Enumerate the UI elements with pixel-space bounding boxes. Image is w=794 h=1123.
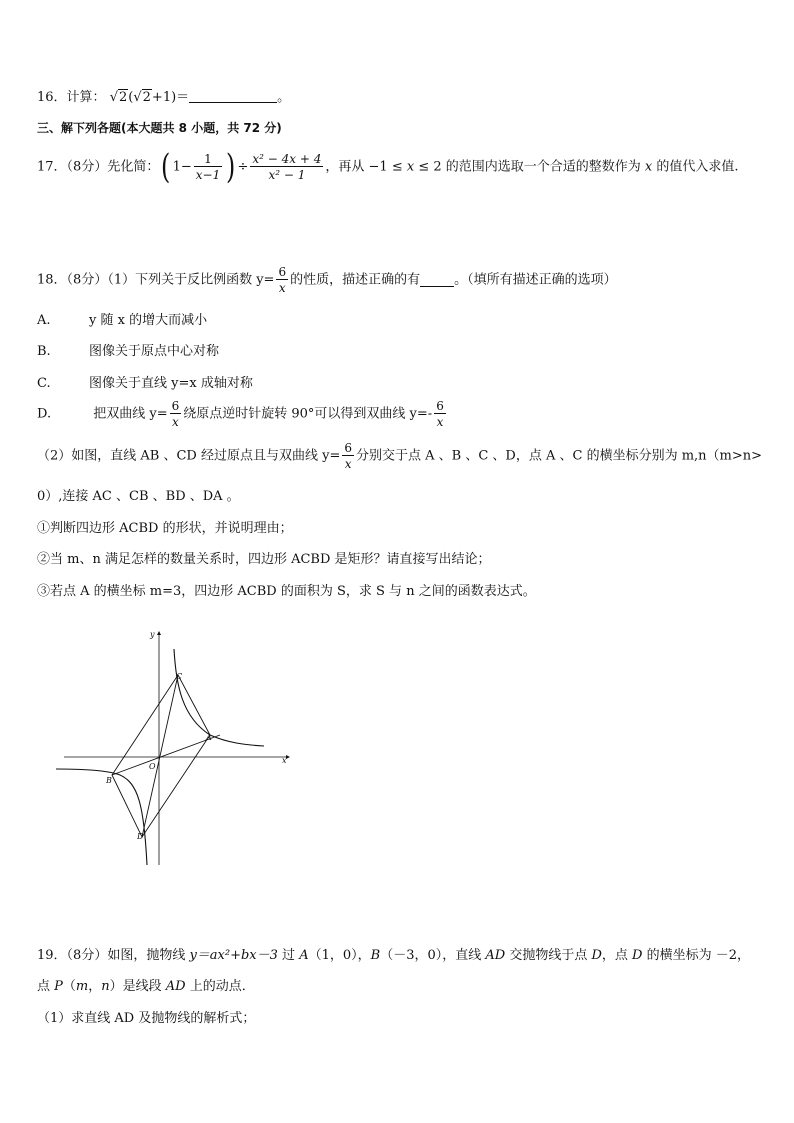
q18-part2-line2: 0）,连接 AC 、CB 、BD 、DA 。 — [37, 489, 240, 504]
line-cd — [142, 675, 178, 837]
section-title: 三、解下列各题(本大题共 8 小题，共 72 分) — [37, 121, 282, 135]
q18-part2-line1: （2）如图，直线 AB 、CD 经过原点且与双曲线 y= $\frac{6}{x}$ 分别交于点 A 、B 、C 、D，点 A 、C 的横坐标分别为 m,n（m>n> — [37, 441, 763, 471]
q17-number: 17．（8分）先化简： — [37, 159, 160, 175]
option-a: A. y 随 x 的增大而减小 — [37, 313, 208, 328]
q16-line: 16．计算： √2(√2+1)＝ 。 — [37, 90, 291, 105]
sqrt-symbol: √2 — [109, 90, 128, 105]
y-axis-arrow — [157, 631, 161, 635]
hyperbola-branch-right — [174, 649, 264, 746]
q16-answer-blank[interactable] — [189, 90, 277, 103]
option-c: C. 图像关于直线 y=x 成轴对称 — [37, 376, 253, 391]
q18-number: 18．（8分）（1）下列关于反比例函数 y= — [37, 272, 275, 288]
option-d-fraction-1: $\frac{6}{x}$ — [171, 399, 180, 429]
q19-line2: 点 P（m，n）是线段 AD 上的动点． — [37, 979, 255, 994]
q18-part2-fraction: $\frac{6}{x}$ — [344, 441, 352, 471]
hyperbola-figure — [50, 625, 300, 870]
q18-sub3: ③若点 A 的横坐标 m=3，四边形 ACBD 的面积为 S，求 S 与 n 之间的函数表达式。 — [37, 584, 536, 599]
q18-sub2: ②当 m、n 满足怎样的数量关系时，四边形 ACBD 是矩形？请直接写出结论； — [37, 552, 491, 567]
label-d: D — [137, 832, 144, 841]
label-x: x — [282, 756, 287, 765]
quadrilateral-acbd — [112, 675, 210, 837]
q17-fraction-2: $\frac{\text{x² − 4x + 4}}{\text{x² − 1}}$ — [252, 152, 322, 182]
label-c: C — [176, 672, 183, 681]
line-ab — [112, 735, 220, 775]
q17-fraction-1: $\frac{1}{x-1}$ — [195, 152, 221, 182]
hyperbola-branch-left — [56, 769, 147, 865]
x-axis-arrow — [286, 755, 290, 759]
label-y: y — [150, 630, 155, 639]
sqrt-symbol-2: √2 — [133, 90, 151, 105]
option-b: B. 图像关于原点中心对称 — [37, 344, 220, 359]
label-b: B — [106, 776, 112, 785]
option-d: D. 把双曲线 y= $\frac{6}{x}$ 绕原点逆时针旋转 90°可以得到双曲线 y=- $\frac{6}{x}$ — [37, 399, 444, 429]
q18-fraction: $\frac{6}{x}$ — [278, 265, 287, 295]
label-o: O — [149, 762, 156, 771]
q18-sub1: ①判断四边形 ACBD 的形状，并说明理由； — [37, 521, 293, 536]
q18-line: 18．（8分）（1）下列关于反比例函数 y= $\frac{6}{x}$ 的性质，描述正确的有 。（填所有描述正确的选项） — [37, 265, 617, 295]
label-a: A — [206, 733, 212, 742]
option-d-fraction-2: $\frac{6}{x}$ — [436, 399, 444, 429]
q16-number: 16．计算： — [37, 90, 106, 105]
q19-line1: 19．（8分）如图，抛物线 y＝ax²+bx－3 过 A（1，0），B（－3，0），直线 AD 交抛物线于点 D，点 D 的横坐标为 －2， — [37, 948, 751, 963]
q17-line: 17．（8分）先化简：( 1− $\frac{1}{x-1}$ ) ÷ $\frac{\text{x² − 4x + 4}}{\text{x² − 1}}$ ，再从 −1 ≤ x ≤ 2 的范围内选取一个合适的整数作为 x 的值代入求值. — [37, 147, 739, 187]
q19-line3: （1）求直线 AD 及抛物线的解析式； — [37, 1011, 256, 1026]
q18-answer-blank[interactable] — [420, 274, 454, 287]
